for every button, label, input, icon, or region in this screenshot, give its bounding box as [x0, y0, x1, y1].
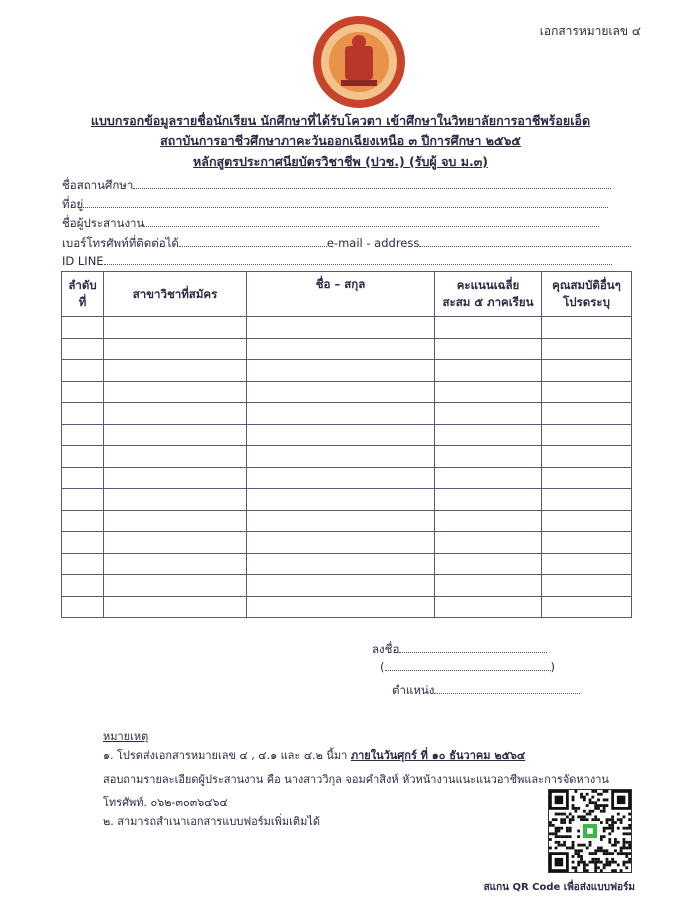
- table-row: [62, 424, 632, 446]
- qr-caption: สแกน QR Code เพื่อส่งแบบฟอร์ม: [483, 882, 635, 893]
- table-cell[interactable]: [247, 360, 435, 382]
- signature-position-line[interactable]: ตำแหน่ง: [392, 682, 580, 700]
- form-title-line3: หลักสูตรประกาศนียบัตรวิชาชีพ (ปวช.) (รับผู้ จบ ม.๓): [193, 154, 488, 169]
- table-cell[interactable]: [542, 596, 632, 618]
- document-number: เอกสารหมายเลข ๔: [539, 24, 641, 38]
- college-seal-logo: [311, 14, 407, 110]
- table-row: [62, 338, 632, 360]
- table-cell[interactable]: [247, 338, 435, 360]
- table-row: [62, 381, 632, 403]
- table-cell[interactable]: [247, 532, 435, 554]
- table-cell[interactable]: [62, 532, 104, 554]
- table-cell[interactable]: [542, 510, 632, 532]
- table-cell[interactable]: [247, 403, 435, 425]
- table-cell[interactable]: [435, 575, 542, 597]
- phone-email-field[interactable]: เบอร์โทรศัพท์ที่ติดต่อได้ e-mail - address: [62, 235, 631, 253]
- table-cell[interactable]: [435, 596, 542, 618]
- table-cell[interactable]: [247, 553, 435, 575]
- table-cell[interactable]: [435, 424, 542, 446]
- table-cell[interactable]: [104, 553, 247, 575]
- table-row: [62, 489, 632, 511]
- table-cell[interactable]: [247, 489, 435, 511]
- table-row: [62, 360, 632, 382]
- table-row: [62, 403, 632, 425]
- table-cell[interactable]: [104, 381, 247, 403]
- header-number: ลำดับ ที่: [62, 272, 104, 317]
- table-cell[interactable]: [247, 575, 435, 597]
- table-cell[interactable]: [247, 381, 435, 403]
- form-title-line1: แบบกรอกข้อมูลรายชื่อนักเรียน นักศึกษาที่ได้รับโควตา เข้าศึกษาในวิทยาลัยการอาชีพร้อยเอ็ด: [90, 113, 591, 128]
- note-item-1: ๑. โปรดส่งเอกสารหมายเลข ๔ , ๔.๑ และ ๔.๒ นี้มา ภายในวันศุกร์ ที่ ๑๐ ธันวาคม ๒๕๖๔: [103, 749, 526, 762]
- table-cell[interactable]: [435, 317, 542, 339]
- table-row: [62, 553, 632, 575]
- table-cell[interactable]: [62, 381, 104, 403]
- table-cell[interactable]: [62, 360, 104, 382]
- table-row: [62, 467, 632, 489]
- table-cell[interactable]: [62, 553, 104, 575]
- table-cell[interactable]: [542, 467, 632, 489]
- table-cell[interactable]: [435, 338, 542, 360]
- table-cell[interactable]: [247, 467, 435, 489]
- table-cell[interactable]: [104, 446, 247, 468]
- table-cell[interactable]: [62, 403, 104, 425]
- table-cell[interactable]: [104, 424, 247, 446]
- qr-code-icon[interactable]: [548, 789, 632, 873]
- address-field[interactable]: ที่อยู่: [62, 196, 608, 214]
- header-other: คุณสมบัติอื่นๆ โปรดระบุ: [542, 272, 632, 317]
- table-row: [62, 446, 632, 468]
- notes-heading: หมายเหตุ: [103, 730, 149, 743]
- line-id-field[interactable]: ID LINE: [62, 254, 612, 268]
- table-cell[interactable]: [435, 489, 542, 511]
- table-cell[interactable]: [542, 575, 632, 597]
- table-cell[interactable]: [104, 510, 247, 532]
- table-cell[interactable]: [435, 381, 542, 403]
- table-cell[interactable]: [104, 532, 247, 554]
- table-cell[interactable]: [104, 338, 247, 360]
- table-cell[interactable]: [435, 360, 542, 382]
- table-cell[interactable]: [62, 467, 104, 489]
- table-cell[interactable]: [542, 360, 632, 382]
- note-item-2: ๒. สามารถสำเนาเอกสารแบบฟอร์มเพิ่มเติมได้: [103, 815, 321, 828]
- table-cell[interactable]: [62, 424, 104, 446]
- signature-line[interactable]: ลงชื่อ: [372, 641, 547, 659]
- table-row: [62, 317, 632, 339]
- applicant-table: [61, 271, 632, 618]
- table-cell[interactable]: [247, 424, 435, 446]
- table-cell[interactable]: [62, 446, 104, 468]
- table-cell[interactable]: [542, 338, 632, 360]
- table-cell[interactable]: [62, 510, 104, 532]
- table-cell[interactable]: [435, 510, 542, 532]
- table-cell[interactable]: [62, 338, 104, 360]
- note-contact: สอบถามรายละเอียดผู้ประสานงาน คือ นางสาววิกุล จอมคำสิงห์ หัวหน้างานแนะแนวอาชีพและการจัดหางาน: [103, 773, 609, 786]
- table-cell[interactable]: [542, 424, 632, 446]
- table-cell[interactable]: [104, 360, 247, 382]
- table-cell[interactable]: [62, 596, 104, 618]
- table-cell[interactable]: [542, 532, 632, 554]
- header-name: ชื่อ – สกุล: [247, 272, 435, 317]
- table-cell[interactable]: [247, 317, 435, 339]
- school-name-field[interactable]: ชื่อสถานศึกษา: [62, 177, 611, 195]
- table-cell[interactable]: [104, 317, 247, 339]
- table-row: [62, 532, 632, 554]
- table-row: [62, 575, 632, 597]
- table-row: [62, 510, 632, 532]
- table-cell[interactable]: [435, 403, 542, 425]
- table-cell[interactable]: [542, 446, 632, 468]
- table-body: [62, 317, 632, 618]
- table-cell[interactable]: [104, 575, 247, 597]
- table-cell[interactable]: [542, 489, 632, 511]
- table-cell[interactable]: [104, 403, 247, 425]
- table-cell[interactable]: [62, 489, 104, 511]
- table-row: [62, 596, 632, 618]
- table-cell[interactable]: [104, 489, 247, 511]
- table-cell[interactable]: [435, 446, 542, 468]
- signature-name-line[interactable]: ( ): [380, 660, 555, 674]
- table-cell[interactable]: [104, 467, 247, 489]
- table-cell[interactable]: [247, 596, 435, 618]
- due-date: ภายในวันศุกร์ ที่ ๑๐ ธันวาคม ๒๕๖๔: [350, 749, 526, 762]
- form-title-line2: สถาบันการอาชีวศึกษาภาคะวันออกเฉียงเหนือ ๓ ปีการศึกษา ๒๕๖๕: [160, 133, 521, 148]
- table-cell[interactable]: [542, 317, 632, 339]
- table-cell[interactable]: [104, 596, 247, 618]
- table-cell[interactable]: [542, 381, 632, 403]
- note-phone: โทรศัพท์. ๐๖๒-๓๐๓๖๔๖๔: [103, 796, 228, 809]
- table-cell[interactable]: [435, 532, 542, 554]
- table-cell[interactable]: [62, 317, 104, 339]
- table-cell[interactable]: [435, 553, 542, 575]
- table-cell[interactable]: [435, 467, 542, 489]
- table-cell[interactable]: [542, 403, 632, 425]
- header-major: สาขาวิชาที่สมัคร: [104, 272, 247, 317]
- table-cell[interactable]: [247, 510, 435, 532]
- table-cell[interactable]: [247, 446, 435, 468]
- header-score: คะแนนเฉลี่ย สะสม ๕ ภาคเรียน: [435, 272, 542, 317]
- table-cell[interactable]: [542, 553, 632, 575]
- coordinator-field[interactable]: ชื่อผู้ประสานงาน: [62, 215, 599, 233]
- table-header-row: [62, 272, 632, 317]
- table-cell[interactable]: [62, 575, 104, 597]
